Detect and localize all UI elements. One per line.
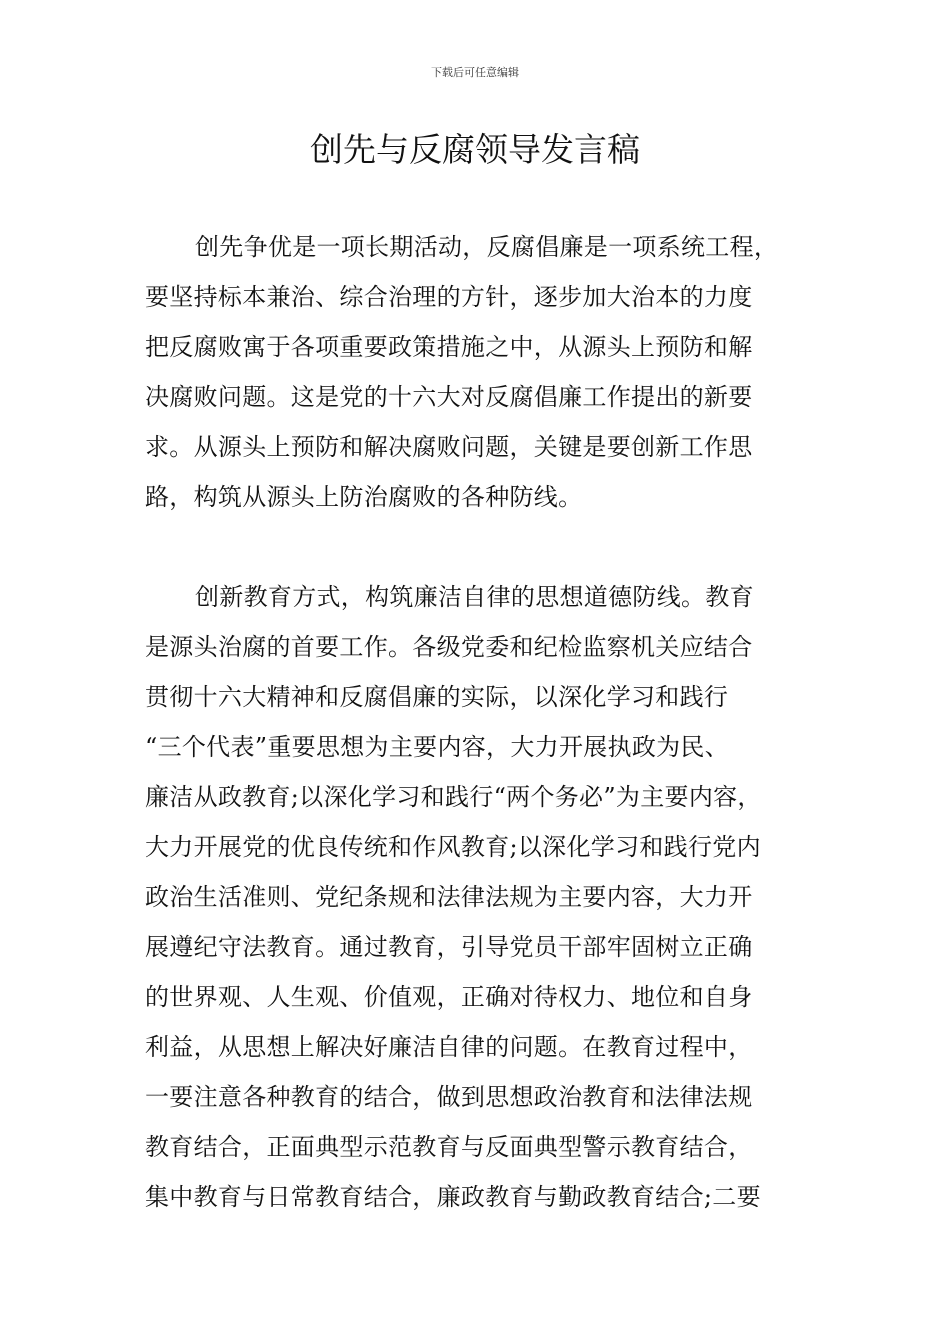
paragraph-line: “三个代表”重要思想为主要内容，大力开展执政为民、 xyxy=(145,733,730,761)
paragraph-line: 是源头治腐的首要工作。各级党委和纪检监察机关应结合 xyxy=(145,633,753,661)
paragraph-line: 廉洁从政教育;以深化学习和践行“两个务必”为主要内容， xyxy=(145,783,762,811)
paragraph-line: 的世界观、人生观、价值观，正确对待权力、地位和自身 xyxy=(145,983,753,1011)
paragraph-line: 创新教育方式，构筑廉洁自律的思想道德防线。教育 xyxy=(195,583,754,611)
paragraph-2 xyxy=(145,572,845,1222)
paragraph-line: 教育结合，正面典型示范教育与反面典型警示教育结合， xyxy=(145,1133,753,1161)
paragraph-line: 利益，从思想上解决好廉洁自律的问题。在教育过程中， xyxy=(145,1033,753,1061)
paragraph-line: 把反腐败寓于各项重要政策措施之中，从源头上预防和解 xyxy=(145,333,753,361)
paragraph-line: 路，构筑从源头上防治腐败的各种防线。 xyxy=(145,483,583,511)
paragraph-line: 决腐败问题。这是党的十六大对反腐倡廉工作提出的新要 xyxy=(145,383,753,411)
paragraph-1 xyxy=(145,222,845,522)
paragraph-line: 求。从源头上预防和解决腐败问题，关键是要创新工作思 xyxy=(145,433,753,461)
paragraph-line: 大力开展党的优良传统和作风教育;以深化学习和践行党内 xyxy=(145,833,761,861)
paragraph-line: 政治生活准则、党纪条规和法律法规为主要内容，大力开 xyxy=(145,883,753,911)
paragraph-line: 展遵纪守法教育。通过教育，引导党员干部牢固树立正确 xyxy=(145,933,753,961)
paragraph-line: 贯彻十六大精神和反腐倡廉的实际，以深化学习和践行 xyxy=(145,683,729,711)
paragraph-line: 要坚持标本兼治、综合治理的方针，逐步加大治本的力度 xyxy=(145,283,753,311)
paragraph-line: 一要注意各种教育的结合，做到思想政治教育和法律法规 xyxy=(145,1083,753,1111)
paragraph-line: 集中教育与日常教育结合，廉政教育与勤政教育结合;二要 xyxy=(145,1183,761,1211)
download-note: 下载后可任意编辑 xyxy=(431,66,519,79)
page-title: 创先与反腐领导发言稿 xyxy=(310,130,640,169)
paragraph-line: 创先争优是一项长期活动，反腐倡廉是一项系统工程， xyxy=(195,233,779,261)
